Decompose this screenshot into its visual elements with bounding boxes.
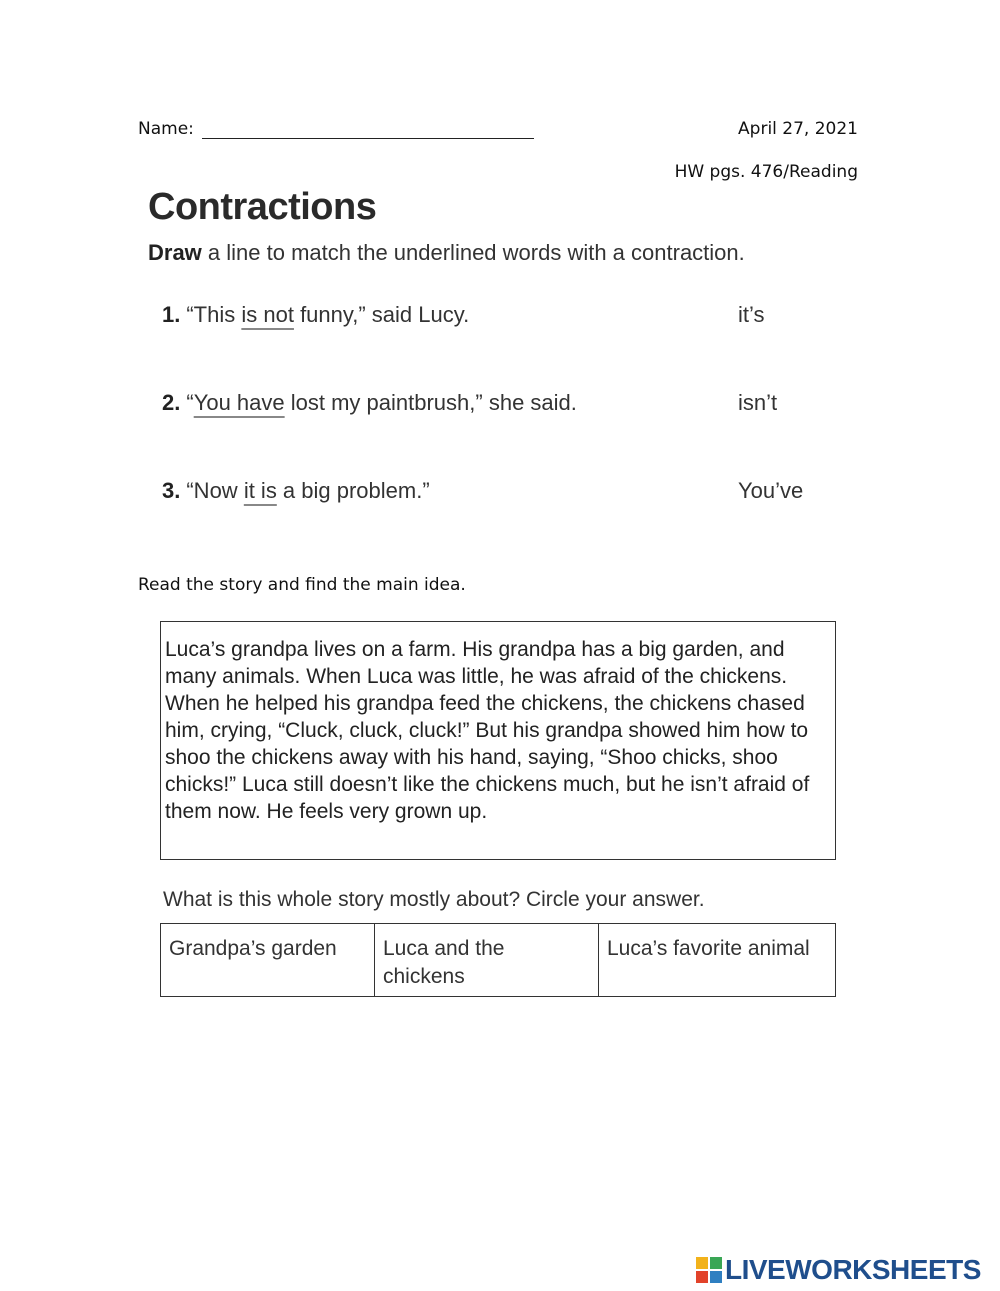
contraction-answer-1[interactable]: it’s [738,302,765,327]
choice-option-2[interactable]: Luca and the chickens [374,924,598,996]
date: April 27, 2021 [738,119,858,139]
item-number: 2. [162,390,181,415]
story-box [160,621,836,860]
liveworksheets-logo [696,1254,981,1286]
logo-blocks-icon [696,1257,722,1283]
item-text-pre: “ [186,390,194,415]
item-text-post: lost my paintbrush,” she said. [284,390,577,415]
choice-option-3[interactable]: Luca’s favorite animal [598,924,835,996]
instruction-text: a line to match the underlined words with a contraction. [201,240,745,265]
item-number: 3. [162,478,181,503]
choice-option-1[interactable]: Grandpa’s garden [169,937,337,960]
contractions-instruction [148,240,745,266]
logo-block [696,1257,708,1269]
name-label: Name: [138,119,194,139]
logo-text: LIVEWORKSHEETS [725,1254,981,1285]
item-text-post: funny,” said Lucy. [293,302,470,327]
page-title: Contractions [148,186,377,228]
homework-note: HW pgs. 476/Reading [674,162,858,182]
item-text-pre: “Now [186,478,244,503]
instruction-bold: Draw [148,240,202,265]
logo-block [710,1271,722,1283]
story-text: Luca’s grandpa lives on a farm. His grandpa has a big garden, and many animals. When Luca was little, he was afraid of the chickens. When he helped his grandpa feed the chickens, the chickens chased him, crying, “Cluck, cluck, cluck!” But his grandpa showed him how to shoo the chickens away with his hand, saying, “Shoo chicks, shoo chicks!” Luca still doesn’t like the chickens much, but he isn’t afraid of them now. He feels very grown up. [165,638,810,823]
contraction-answer-2[interactable]: isn’t [738,390,778,415]
contraction-item-3[interactable] [162,478,430,504]
underlined-words: is not [241,302,294,327]
item-number: 1. [162,302,181,327]
underlined-words: You have [193,390,285,415]
main-idea-question: What is this whole story mostly about? Circle your answer. [163,888,705,911]
contraction-answer-3[interactable]: You’ve [738,478,804,503]
underlined-words: it is [243,478,277,503]
contraction-item-2[interactable] [162,390,577,416]
logo-block [710,1257,722,1269]
logo-block [696,1271,708,1283]
item-text-pre: “This [186,302,242,327]
contraction-item-1[interactable] [162,302,469,328]
reading-instruction: Read the story and find the main idea. [138,575,466,595]
name-line[interactable] [202,138,534,139]
answer-choices [160,923,836,997]
item-text-post: a big problem.” [276,478,430,503]
